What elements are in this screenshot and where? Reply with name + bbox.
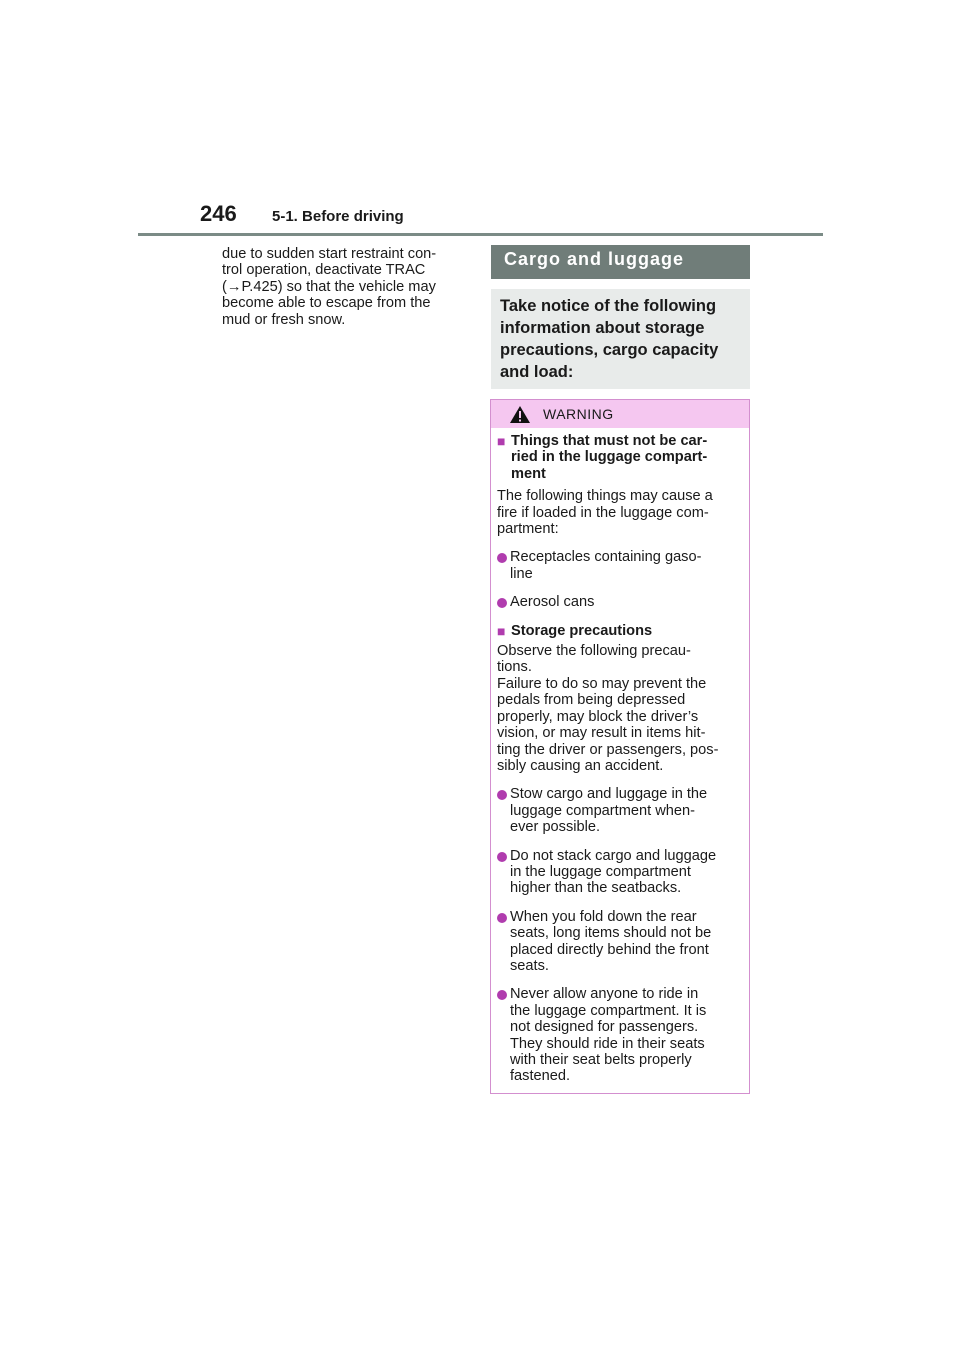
bullet-dot-icon xyxy=(497,790,507,800)
bullet-dot-icon xyxy=(497,852,507,862)
bullet-dot-icon xyxy=(497,598,507,608)
bullet-dot-icon xyxy=(497,913,507,923)
warning-body xyxy=(491,428,749,1085)
square-bullet-icon: ■ xyxy=(497,622,506,639)
list-item: Receptacles containing gaso- line xyxy=(497,549,743,582)
warning-box xyxy=(490,399,750,1094)
body-text-continuation: due to sudden start restraint con- trol operation, deactivate TRAC (→P.425) so that the vehicle may become able to escape from the mud or fresh snow. xyxy=(222,246,437,328)
subheading-storage-precautions: ■ Storage precautions xyxy=(497,622,653,639)
list-item: Never allow anyone to ride in the luggage compartment. It is not designed for passengers. They should ride in their seats with their seat belts properly fastened. xyxy=(497,986,743,1084)
bullet-dot-icon xyxy=(497,990,507,1000)
page-number: 246 xyxy=(200,201,237,226)
subheading-prohibited-items: ■ Things that must not be car- ried in the luggage compart- ment xyxy=(497,433,708,482)
list-item: Do not stack cargo and luggage in the luggage compartment higher than the seatbacks. xyxy=(497,848,743,897)
square-bullet-icon: ■ xyxy=(497,433,506,449)
warning-label: WARNING xyxy=(543,406,614,422)
list-item: Aerosol cans xyxy=(497,594,743,610)
warning-triangle-icon xyxy=(509,405,531,424)
intro-text: Observe the following precau- tions. Failure to do so may prevent the pedals from being depressed properly, may block the driver’s vision, or may result in items hit- ting the driver or passengers, pos- sibly causing an accident. xyxy=(497,643,719,774)
section-title: 5-1. Before driving xyxy=(272,208,404,225)
intro-text: The following things may cause a fire if loaded in the luggage com- partment: xyxy=(497,488,713,538)
header-rule xyxy=(138,233,823,236)
page-header xyxy=(200,201,840,231)
warning-header xyxy=(491,400,749,428)
section-banner: Cargo and luggage xyxy=(491,245,750,279)
list-item: When you fold down the rear seats, long items should not be placed directly behind the front seats. xyxy=(497,909,743,975)
bullet-dot-icon xyxy=(497,553,507,563)
notice-box: Take notice of the following information about storage precautions, cargo capacity and load: xyxy=(491,289,750,389)
list-item: Stow cargo and luggage in the luggage compartment when- ever possible. xyxy=(497,786,743,835)
